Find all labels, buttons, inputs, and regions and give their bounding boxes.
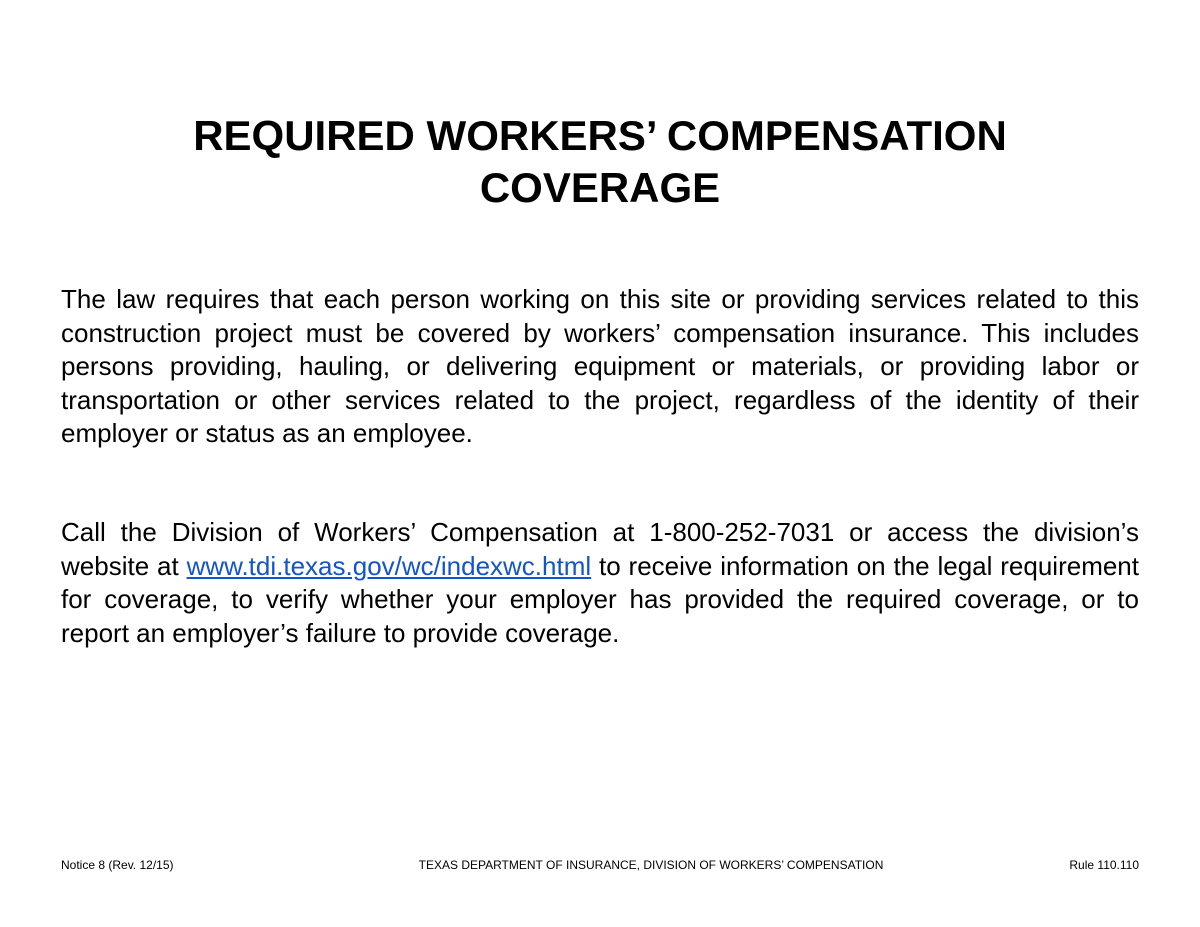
footer-notice-number: Notice 8 (Rev. 12/15): [61, 858, 174, 872]
title-line-1: REQUIRED WORKERS’ COMPENSATION: [193, 112, 1007, 159]
coverage-requirement-paragraph: The law requires that each person working on this site or providing services related to this construction project must be covered by workers’ compensation insurance. This includes persons providing, hauling, or delivering equipment or materials, or providing labor or transportation or other services related to the project, regardless of the identity of their employer or status as an employee.: [61, 284, 1139, 448]
contact-text-before-link: Call the Division of Workers’ Compensation at 1-800-252-7031 or access the division’s website at: [61, 517, 1139, 581]
footer-agency-name: TEXAS DEPARTMENT OF INSURANCE, DIVISION OF WORKERS’ COMPENSATION: [418, 858, 884, 872]
contact-text-after-link: to receive information on the legal requirement for coverage, to verify whether your employer has provided the required coverage, or to report an employer’s failure to provide coverage.: [61, 550, 1139, 648]
page-title: [100, 110, 1100, 214]
contact-paragraph: [61, 516, 1139, 650]
title-line-2: COVERAGE: [479, 164, 721, 211]
footer-rule-number: Rule 110.110: [1069, 858, 1139, 872]
division-website-link[interactable]: www.tdi.texas.gov/wc/indexwc.html: [186, 550, 592, 581]
